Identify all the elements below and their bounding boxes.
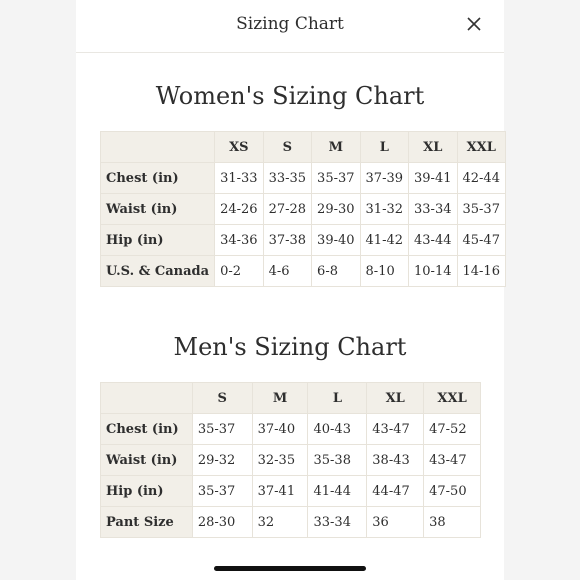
background-left [0, 0, 76, 580]
table-cell: 47-52 [424, 414, 481, 445]
table-row [101, 445, 481, 476]
men-table-corner [101, 383, 193, 414]
table-cell: 39-40 [312, 225, 360, 256]
column-header: L [360, 132, 408, 163]
background-right [504, 0, 580, 580]
table-cell: 27-28 [263, 194, 311, 225]
row-label: Chest (in) [101, 163, 215, 194]
mens-size-table [100, 382, 481, 538]
table-cell: 39-41 [409, 163, 457, 194]
table-row [101, 256, 506, 287]
row-label: Chest (in) [101, 414, 193, 445]
table-cell: 32-35 [252, 445, 308, 476]
table-cell: 6-8 [312, 256, 360, 287]
table-row [101, 225, 506, 256]
table-cell: 37-41 [252, 476, 308, 507]
women-table-corner [101, 132, 215, 163]
table-cell: 35-37 [457, 194, 505, 225]
table-cell: 8-10 [360, 256, 408, 287]
table-cell: 33-34 [409, 194, 457, 225]
table-cell: 4-6 [263, 256, 311, 287]
womens-size-table [100, 131, 506, 287]
mens-table-scroll [100, 382, 481, 536]
close-icon[interactable] [466, 16, 482, 32]
womens-table-scroll[interactable] [100, 131, 500, 285]
table-cell: 45-47 [457, 225, 505, 256]
table-cell: 43-44 [409, 225, 457, 256]
table-cell: 38-43 [367, 445, 424, 476]
table-cell: 41-44 [308, 476, 367, 507]
table-row [101, 414, 481, 445]
column-header: M [312, 132, 360, 163]
sizing-chart-modal [76, 0, 504, 580]
table-row [101, 194, 506, 225]
table-cell: 0-2 [215, 256, 263, 287]
mens-chart-title: Men's Sizing Chart [173, 333, 407, 361]
column-header: XS [215, 132, 263, 163]
table-cell: 41-42 [360, 225, 408, 256]
table-cell: 10-14 [409, 256, 457, 287]
row-label: Hip (in) [101, 476, 193, 507]
table-cell: 37-40 [252, 414, 308, 445]
row-label: Hip (in) [101, 225, 215, 256]
table-cell: 42-44 [457, 163, 505, 194]
column-header: XL [409, 132, 457, 163]
table-row [101, 507, 481, 538]
column-header: S [192, 383, 252, 414]
table-cell: 28-30 [192, 507, 252, 538]
modal-header [76, 0, 504, 53]
table-cell: 36 [367, 507, 424, 538]
column-header: XXL [457, 132, 505, 163]
table-cell: 29-30 [312, 194, 360, 225]
table-cell: 35-37 [192, 476, 252, 507]
column-header: M [252, 383, 308, 414]
table-cell: 47-50 [424, 476, 481, 507]
table-cell: 43-47 [424, 445, 481, 476]
table-cell: 44-47 [367, 476, 424, 507]
row-label: Waist (in) [101, 194, 215, 225]
table-cell: 40-43 [308, 414, 367, 445]
column-header: L [308, 383, 367, 414]
table-cell: 32 [252, 507, 308, 538]
table-cell: 37-39 [360, 163, 408, 194]
table-cell: 34-36 [215, 225, 263, 256]
home-indicator [214, 566, 366, 571]
row-label: U.S. & Canada [101, 256, 215, 287]
table-cell: 43-47 [367, 414, 424, 445]
table-cell: 33-35 [263, 163, 311, 194]
modal-title: Sizing Chart [236, 14, 344, 34]
table-cell: 24-26 [215, 194, 263, 225]
table-cell: 14-16 [457, 256, 505, 287]
table-row [101, 476, 481, 507]
womens-chart-title: Women's Sizing Chart [155, 82, 425, 110]
column-header: S [263, 132, 311, 163]
table-cell: 35-38 [308, 445, 367, 476]
table-cell: 35-37 [192, 414, 252, 445]
table-cell: 37-38 [263, 225, 311, 256]
row-label: Waist (in) [101, 445, 193, 476]
table-cell: 31-33 [215, 163, 263, 194]
row-label: Pant Size [101, 507, 193, 538]
table-cell: 31-32 [360, 194, 408, 225]
column-header: XL [367, 383, 424, 414]
table-cell: 35-37 [312, 163, 360, 194]
column-header: XXL [424, 383, 481, 414]
table-row [101, 163, 506, 194]
table-cell: 33-34 [308, 507, 367, 538]
table-cell: 29-32 [192, 445, 252, 476]
table-cell: 38 [424, 507, 481, 538]
